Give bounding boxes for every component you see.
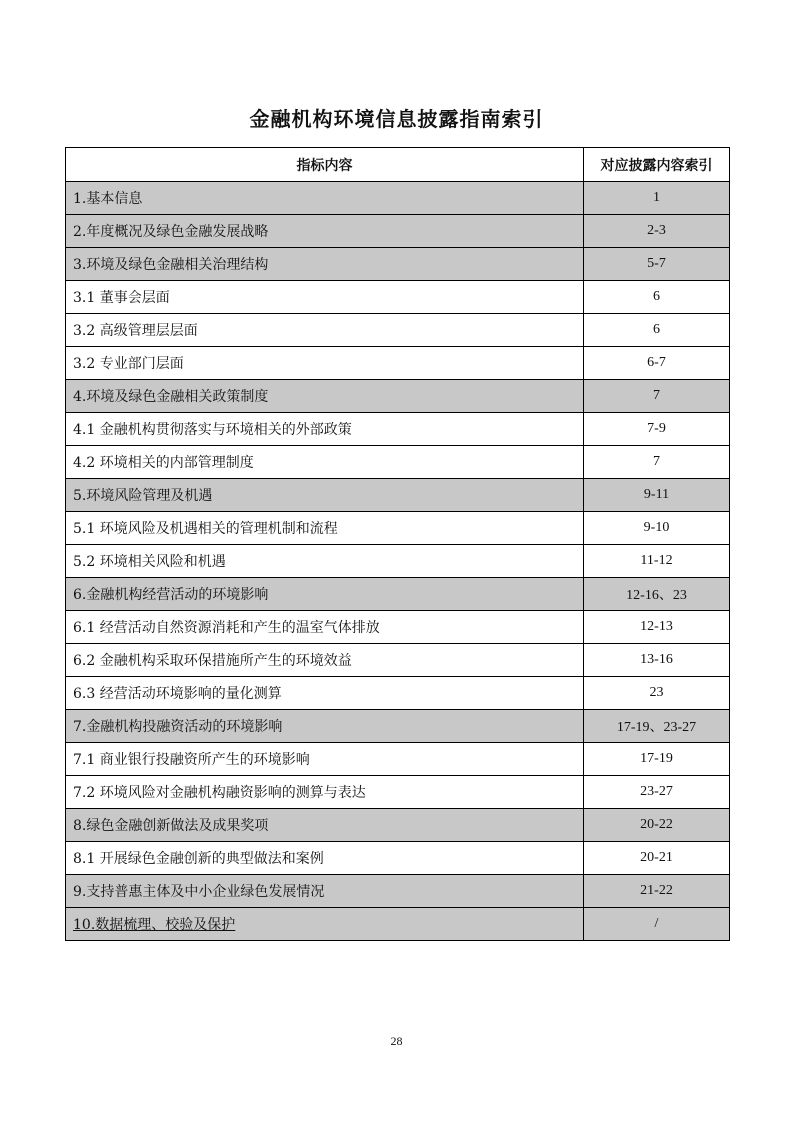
table-row-section [66,380,730,413]
indicator-label: 9.支持普惠主体及中小企业绿色发展情况 [73,884,325,900]
table-row [66,611,730,644]
index-ref-cell: 6 [584,281,730,314]
table-row [66,314,730,347]
indicator-label: 7.2 环境风险对金融机构融资影响的测算与表达 [73,785,366,801]
indicator-cell [66,743,584,776]
index-ref-cell: 12-13 [584,611,730,644]
index-ref-cell: 6 [584,314,730,347]
indicator-label: 6.2 金融机构采取环保措施所产生的环境效益 [73,653,352,669]
index-ref-cell: 1 [584,182,730,215]
indicator-cell [66,908,584,941]
table-row [66,413,730,446]
indicator-label: 6.3 经营活动环境影响的量化测算 [73,686,282,702]
index-ref-cell: 9-11 [584,479,730,512]
indicator-label: 3.2 高级管理层层面 [73,323,198,339]
index-ref-cell: / [584,908,730,941]
indicator-cell [66,842,584,875]
indicator-label: 5.环境风险管理及机遇 [73,488,213,504]
indicator-cell [66,248,584,281]
index-ref-cell: 20-22 [584,809,730,842]
page-number: 28 [390,1034,403,1048]
table-row [66,281,730,314]
index-ref-cell: 20-21 [584,842,730,875]
disclosure-index-table [65,147,730,941]
table-row [66,677,730,710]
indicator-label: 4.环境及绿色金融相关政策制度 [73,389,269,405]
indicator-cell [66,281,584,314]
column-header-indicator: 指标内容 [66,148,584,182]
indicator-cell [66,710,584,743]
page-title: 金融机构环境信息披露指南索引 [249,107,544,131]
indicator-label: 4.2 环境相关的内部管理制度 [73,455,254,471]
indicator-label: 5.2 环境相关风险和机遇 [73,554,226,570]
indicator-label: 3.2 专业部门层面 [73,356,184,372]
indicator-label: 3.1 董事会层面 [73,290,170,306]
table-row [66,545,730,578]
index-ref-cell: 7 [584,380,730,413]
table-row [66,743,730,776]
indicator-cell [66,215,584,248]
index-ref-cell: 23 [584,677,730,710]
index-ref-cell: 9-10 [584,512,730,545]
indicator-cell [66,677,584,710]
indicator-cell [66,809,584,842]
indicator-cell [66,512,584,545]
table-row-section [66,710,730,743]
table-body [66,182,730,941]
indicator-label: 7.1 商业银行投融资所产生的环境影响 [73,752,310,768]
table-row [66,347,730,380]
table-row [66,644,730,677]
indicator-label: 6.1 经营活动自然资源消耗和产生的温室气体排放 [73,620,380,636]
index-ref-cell: 5-7 [584,248,730,281]
table-row [66,776,730,809]
indicator-cell [66,314,584,347]
index-ref-cell: 7 [584,446,730,479]
index-ref-cell: 13-16 [584,644,730,677]
column-header-index: 对应披露内容索引 [584,148,730,182]
indicator-label: 1.基本信息 [73,191,143,207]
indicator-label: 3.环境及绿色金融相关治理结构 [73,257,269,273]
indicator-label: 8.绿色金融创新做法及成果奖项 [73,818,269,834]
indicator-cell [66,644,584,677]
indicator-cell [66,380,584,413]
index-ref-cell: 17-19、23-27 [584,710,730,743]
indicator-label: 4.1 金融机构贯彻落实与环境相关的外部政策 [73,422,352,438]
table-row [66,512,730,545]
indicator-cell [66,347,584,380]
table-row [66,446,730,479]
indicator-label: 6.金融机构经营活动的环境影响 [73,587,269,603]
indicator-cell [66,545,584,578]
index-ref-cell: 7-9 [584,413,730,446]
index-ref-cell: 6-7 [584,347,730,380]
index-ref-cell: 11-12 [584,545,730,578]
table-row [66,842,730,875]
indicator-cell [66,611,584,644]
table-row-section [66,182,730,215]
indicator-label: 5.1 环境风险及机遇相关的管理机制和流程 [73,521,338,537]
indicator-label: 10.数据梳理、校验及保护 [73,917,236,933]
index-ref-cell: 12-16、23 [584,578,730,611]
indicator-label: 7.金融机构投融资活动的环境影响 [73,719,283,735]
indicator-cell [66,479,584,512]
index-ref-cell: 23-27 [584,776,730,809]
indicator-cell [66,446,584,479]
index-ref-cell: 2-3 [584,215,730,248]
indicator-label: 8.1 开展绿色金融创新的典型做法和案例 [73,851,324,867]
indicator-cell [66,776,584,809]
table-row-section [66,479,730,512]
index-ref-cell: 17-19 [584,743,730,776]
indicator-cell [66,578,584,611]
table-row-section [66,809,730,842]
indicator-cell [66,413,584,446]
table-row-section [66,215,730,248]
table-header-row [66,148,730,182]
index-ref-cell: 21-22 [584,875,730,908]
table-row-section [66,875,730,908]
indicator-cell [66,875,584,908]
indicator-label: 2.年度概况及绿色金融发展战略 [73,224,269,240]
indicator-cell [66,182,584,215]
table-row-section [66,908,730,941]
table-row-section [66,248,730,281]
table-row-section [66,578,730,611]
